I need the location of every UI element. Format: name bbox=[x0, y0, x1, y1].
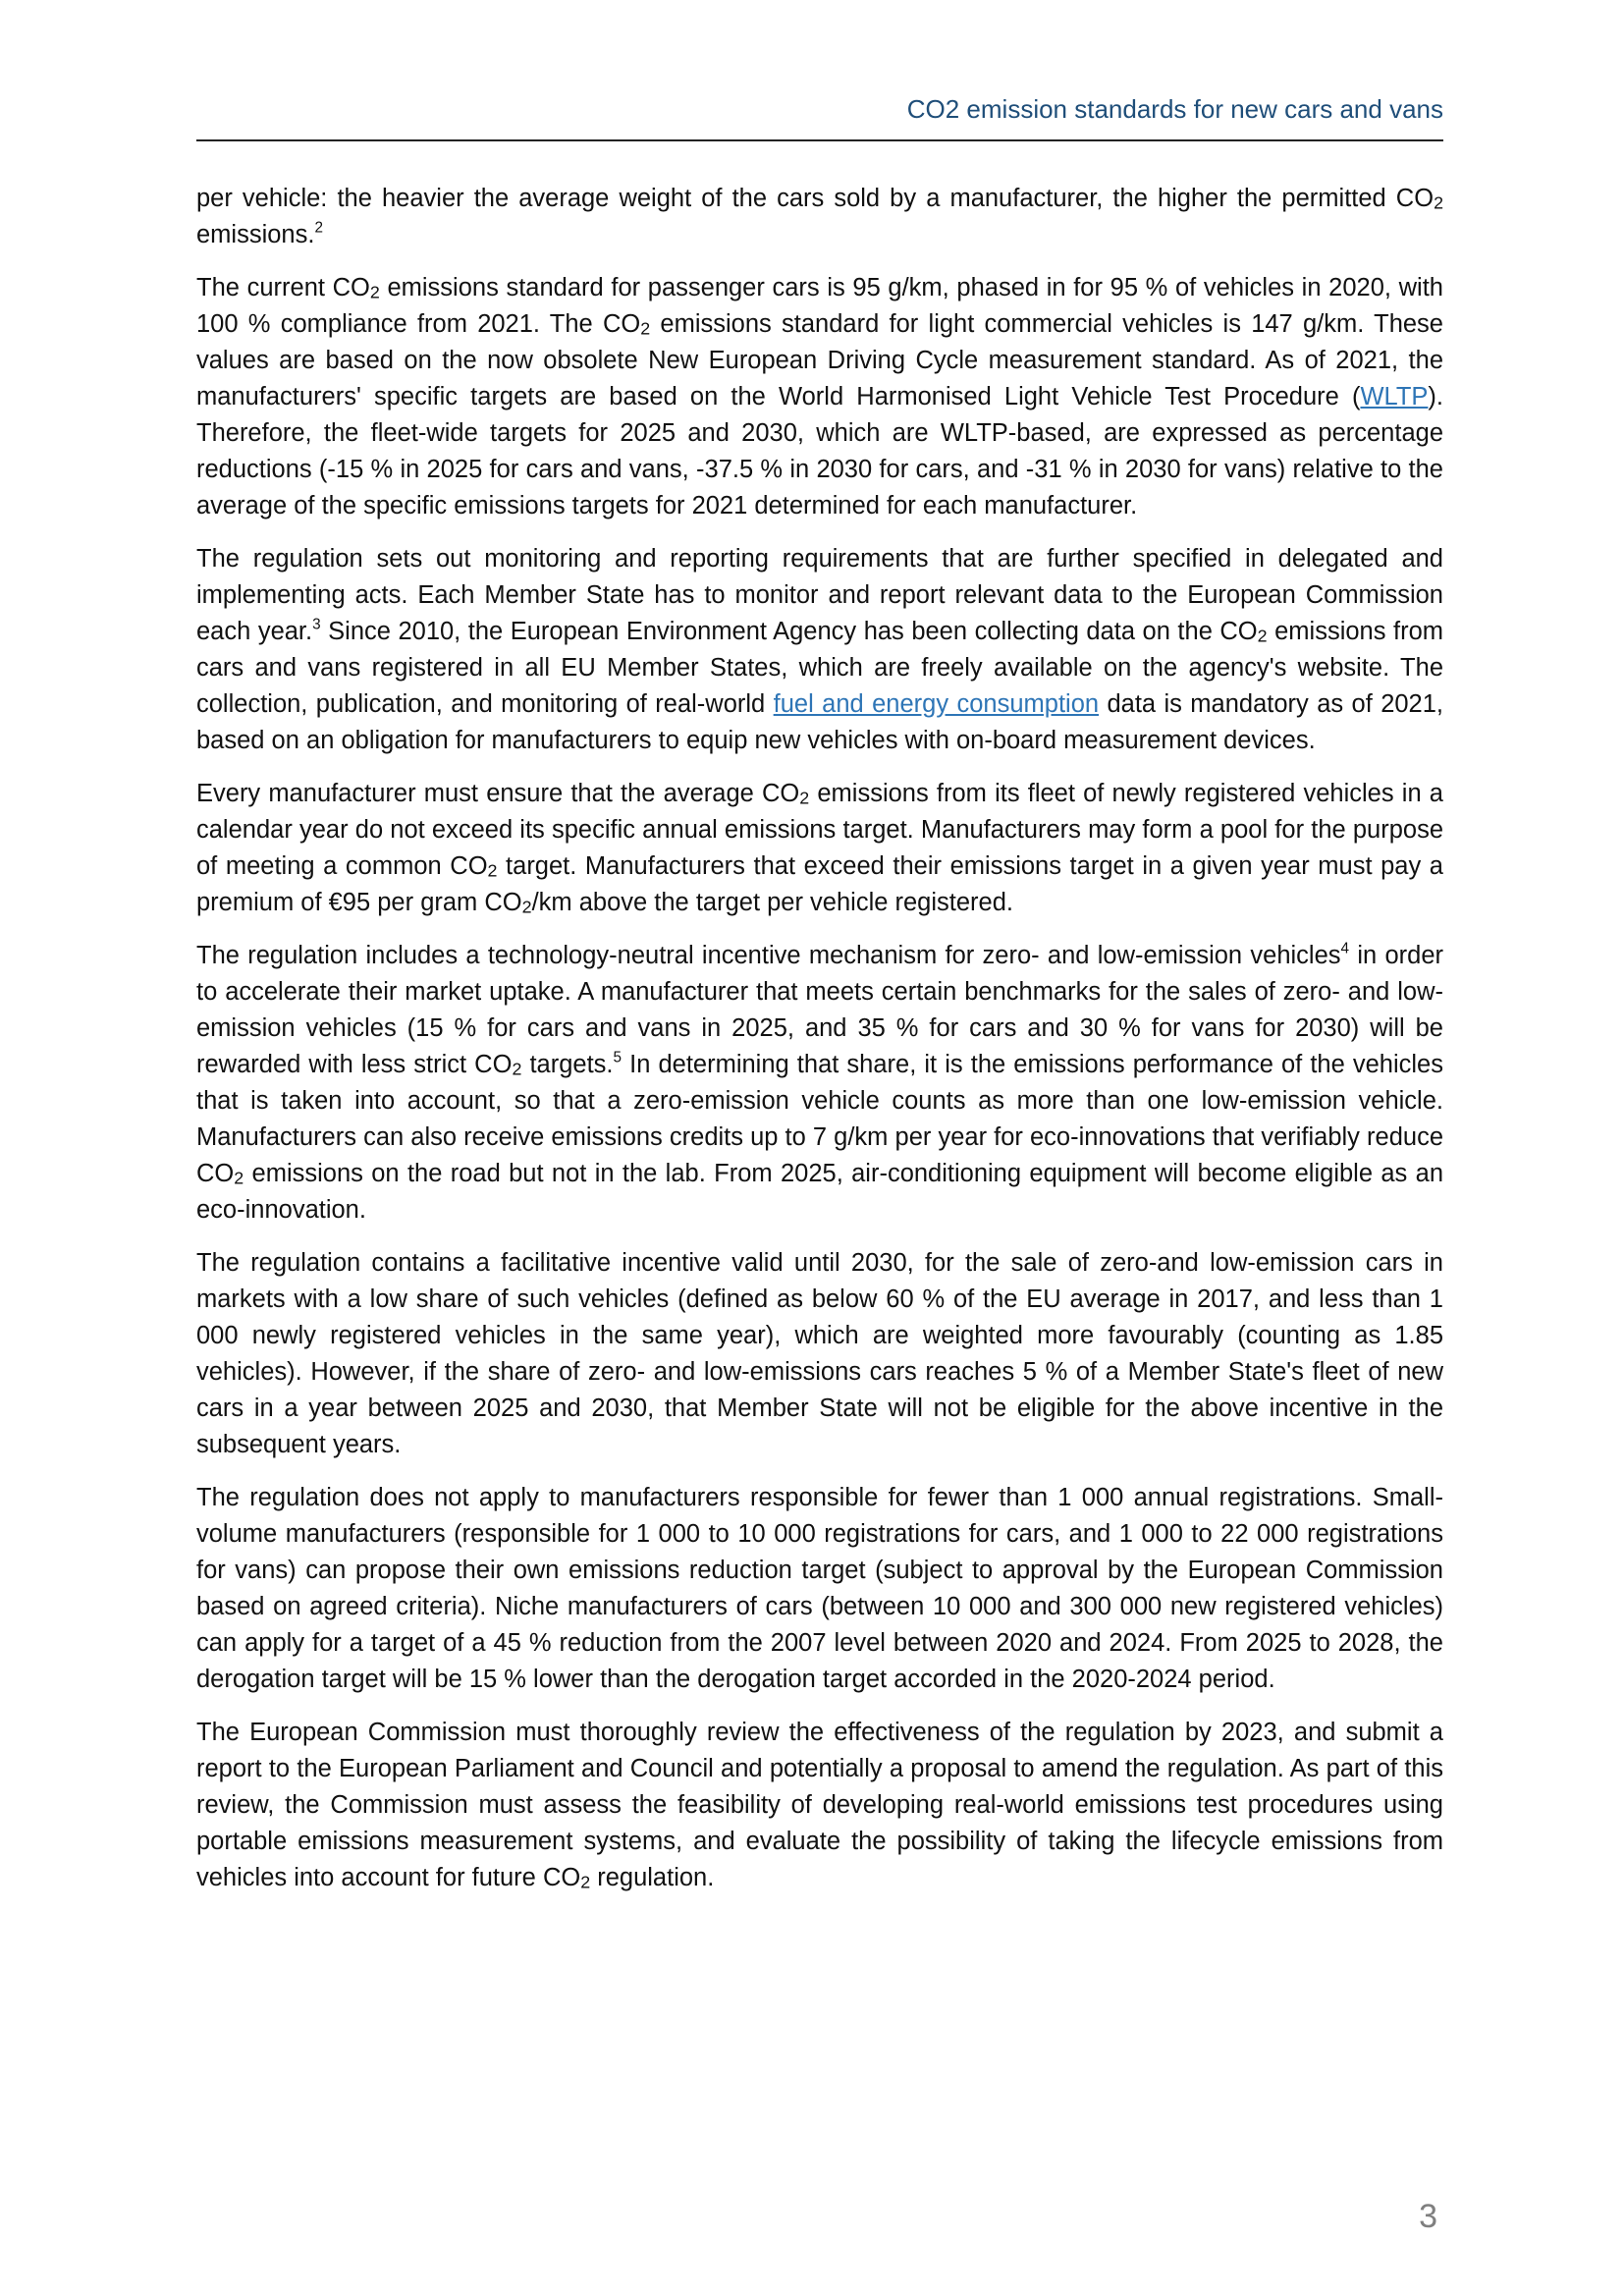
subscript: 2 bbox=[512, 1059, 522, 1079]
paragraph-3 bbox=[196, 541, 1443, 759]
text-span: ). Therefore, the fleet-wide targets for 2025 and 2030, which are WLTP-based, are expressed as percentage reductions (-15 % in 2025 for cars and vans, -37.5 % in 2030 for cars, and -31 % in 2030 for vans) relative to the average of the specific emissions targets for 2021 determined for each manufacturer. bbox=[196, 383, 1443, 519]
text-span: data is mandatory as of 2021, based on an obligation for manufacturers to equip new vehicles with on-board measurement devices. bbox=[196, 690, 1444, 754]
paragraph-8 bbox=[196, 1715, 1443, 1896]
subscript: 2 bbox=[580, 1872, 591, 1892]
text-span: The current CO bbox=[196, 274, 370, 301]
subscript: 2 bbox=[1257, 626, 1268, 646]
text-span: Every manufacturer must ensure that the average CO bbox=[196, 780, 800, 807]
subscript: 2 bbox=[640, 318, 651, 339]
subscript: 2 bbox=[234, 1168, 244, 1188]
text-span: targets. bbox=[521, 1051, 614, 1078]
header-divider bbox=[196, 139, 1443, 141]
paragraph-4 bbox=[196, 776, 1443, 921]
text-span: emissions from its fleet of newly registered vehicles in a calendar year do not exceed its specific annual emissions target. Manufacturers may form a pool for the purpose of meeting a common CO bbox=[196, 780, 1443, 880]
subscript: 2 bbox=[1434, 192, 1443, 213]
body-text bbox=[196, 181, 1443, 1913]
text-span: The regulation includes a technology-neutral incentive mechanism for zero- and low-emission vehicles bbox=[196, 942, 1341, 969]
text-span: emissions on the road but not in the lab. From 2025, air-conditioning equipment will become eligible as an eco-innovation. bbox=[196, 1160, 1443, 1224]
text-span: The regulation sets out monitoring and reporting requirements that are further specified in delegated and implementing acts. Each Member State has to monitor and report relevant data to the European Commission each year. bbox=[196, 545, 1443, 645]
text-span: emissions standard for light commercial vehicles is 147 g/km. These values are based on the now obsolete New European Driving Cycle measurement standard. As of 2021, the manufacturers' specific targets are based on the World Harmonised Light Vehicle Test Procedure ( bbox=[196, 310, 1443, 410]
paragraph-6: The regulation contains a facilitative incentive valid until 2030, for the sale of zero-and low-emission cars in markets with a low share of such vehicles (defined as below 60 % of the EU average in 2017, and less than 1 000 newly registered vehicles in the same year), which are weighted more favourably (counting as 1.85 vehicles). However, if the share of zero- and low-emissions cars reaches 5 % of a Member State's fleet of new cars in a year between 2025 and 2030, that Member State will not be eligible for the above incentive in the subsequent years. bbox=[196, 1249, 1443, 1458]
wltp-link[interactable]: WLTP bbox=[1360, 383, 1429, 410]
paragraph-7: The regulation does not apply to manufacturers responsible for fewer than 1 000 annual registrations. Small-volume manufacturers (responsible for 1 000 to 10 000 registrations for cars, and 1 000 to 22 000 registrations for vans) can propose their own emissions reduction target (subject to approval by the European Commission based on agreed criteria). Niche manufacturers of cars (between 10 000 and 300 000 new registered vehicles) can apply for a target of a 45 % reduction from the 2007 level between 2020 and 2024. From 2025 to 2028, the derogation target will be 15 % lower than the derogation target accorded in the 2020-2024 period. bbox=[196, 1484, 1443, 1693]
text-span: regulation. bbox=[590, 1864, 715, 1891]
subscript: 2 bbox=[799, 788, 810, 808]
text-span: emissions from cars and vans registered in all EU Member States, which are freely available on the agency's website. The collection, publication, and monitoring of real-world bbox=[196, 618, 1443, 718]
subscript: 2 bbox=[521, 897, 532, 917]
paragraph-1 bbox=[196, 181, 1443, 253]
running-header: CO2 emission standards for new cars and vans bbox=[906, 94, 1443, 124]
footnote-ref-4[interactable]: 4 bbox=[1340, 940, 1350, 957]
paragraph-2 bbox=[196, 270, 1443, 524]
subscript: 2 bbox=[487, 860, 498, 881]
subscript: 2 bbox=[369, 282, 380, 302]
footnote-ref-3[interactable]: 3 bbox=[312, 616, 321, 633]
fuel-energy-consumption-link[interactable]: fuel and energy consumption bbox=[773, 690, 1100, 718]
footnote-ref-2[interactable]: 2 bbox=[314, 219, 323, 237]
text-span: in order to accelerate their market uptake. A manufacturer that meets certain benchmarks for the sales of zero- and low-emission vehicles (15 % for cars and vans in 2025, and 35 % for cars and 30 % for vans for 2030) will be rewarded with less strict CO bbox=[196, 942, 1443, 1078]
text-span: target. Manufacturers that exceed their emissions target in a given year must pay a premium of €95 per gram CO bbox=[196, 852, 1443, 916]
paragraph-5 bbox=[196, 938, 1443, 1229]
page-number: 3 bbox=[1419, 2198, 1437, 2235]
text-span: emissions. bbox=[196, 221, 315, 248]
text-span: emissions standard for passenger cars is 95 g/km, phased in for 95 % of vehicles in 2020, with 100 % compliance from 2021. The CO bbox=[196, 274, 1443, 338]
text-span: /km above the target per vehicle registered. bbox=[531, 889, 1013, 916]
text-span: In determining that share, it is the emissions performance of the vehicles that is taken into account, so that a zero-emission vehicle counts as more than one low-emission vehicle. Manufacturers can also receive emissions credits up to 7 g/km per year for eco-innovations that verifiably reduce CO bbox=[196, 1051, 1443, 1187]
text-span: per vehicle: the heavier the average weight of the cars sold by a manufacturer, the higher the permitted CO bbox=[196, 185, 1435, 212]
footnote-ref-5[interactable]: 5 bbox=[613, 1049, 623, 1066]
text-span: Since 2010, the European Environment Agency has been collecting data on the CO bbox=[320, 618, 1258, 645]
text-span: The European Commission must thoroughly review the effectiveness of the regulation by 2023, and submit a report to the European Parliament and Council and potentially a proposal to amend the regulation. As part of this review, the Commission must assess the feasibility of developing real-world emissions test procedures using portable emissions measurement systems, and evaluate the possibility of taking the lifecycle emissions from vehicles into account for future CO bbox=[196, 1719, 1443, 1891]
